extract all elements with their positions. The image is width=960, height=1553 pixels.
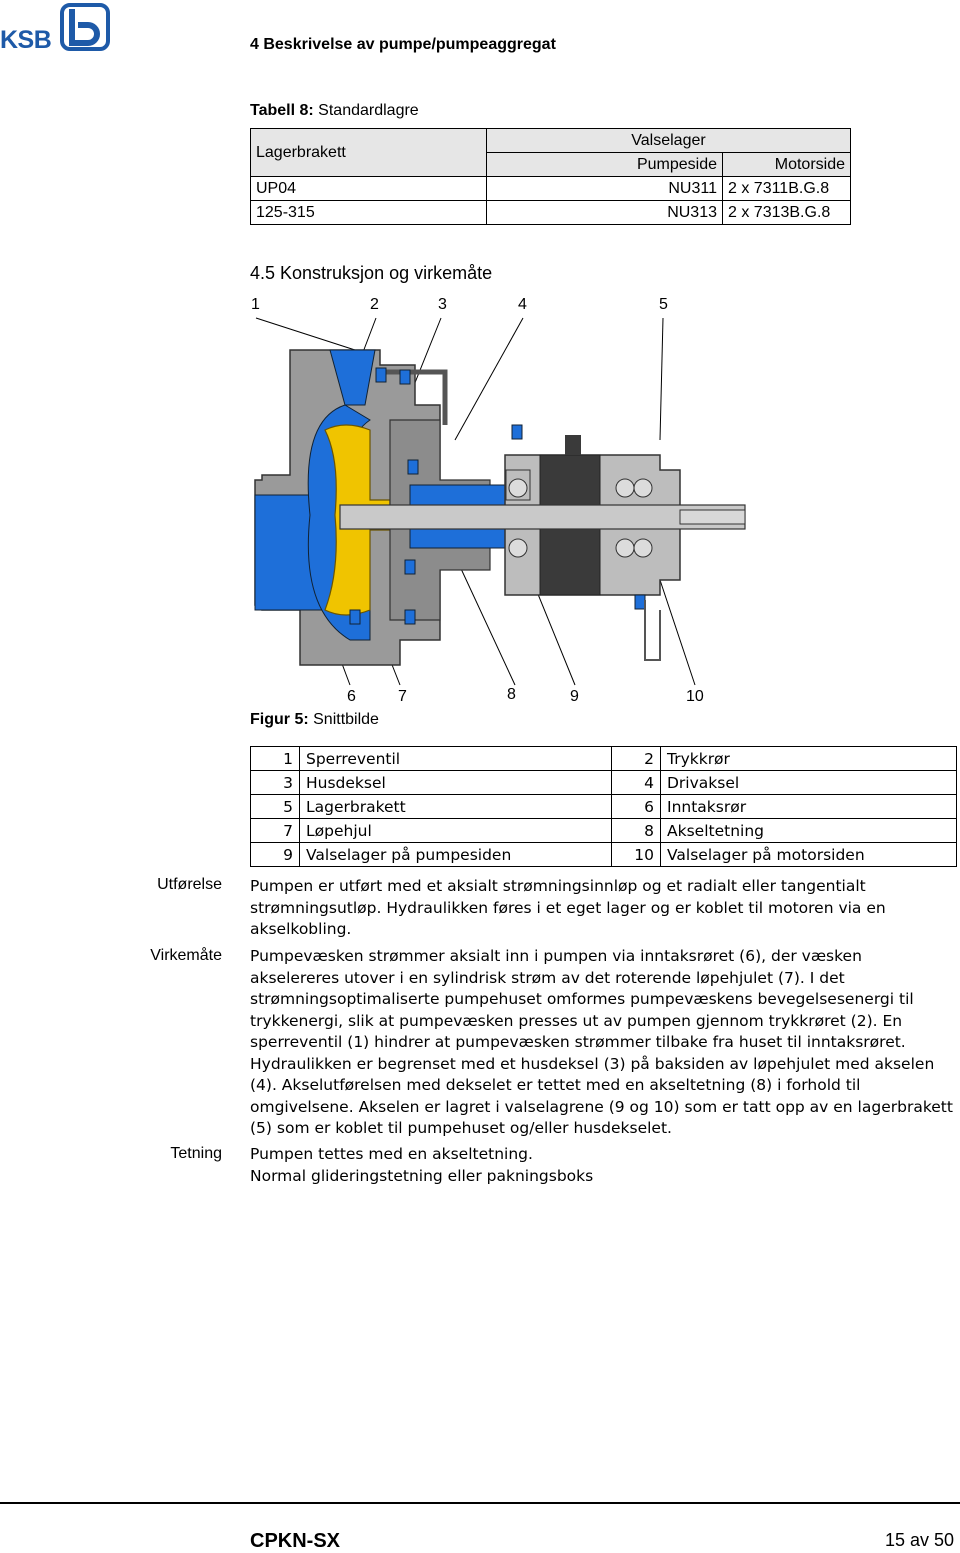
table-row: [251, 177, 851, 201]
callout-4: 4: [518, 296, 527, 313]
legend-label: Drivaksel: [661, 771, 957, 795]
legend-label: Sperreventil: [300, 747, 612, 771]
legend-number: 3: [251, 771, 300, 795]
callout-5: 5: [659, 296, 668, 313]
virkemate-text: Pumpevæsken strømmer aksialt inn i pumpen via inntaksrøret (6), der væsken akselereres utover i en sylindrisk strøm av det roterende løpehjulet (7). I det strømningsoptimaliserte pumpehuset omformes pumpevæskens bevegelsesenergi til trykkenergi, slik at pumpevæsken presses ut av pumpen gjennom trykkrøret (2). En sperreventil (1) hindrer at pumpevæsken strømmer tilbake fra huset til inntaksrøret. Hydraulikken er begrenset med et husdeksel (3) på baksiden av løpehjulet med akselen (4). Akselutførelsen med dekselet er tettet med en akseltetning (8) i forhold til omgivelsene. Akselen er lagret i valselagrene (9 og 10) som er tatt opp av en lagerbrakett (5) som er koblet til pumpehuset og/eller husdekselet.: [250, 947, 953, 1137]
tetning-text: [250, 1144, 955, 1187]
callout-1: 1: [251, 296, 260, 313]
legend-row: [251, 771, 957, 795]
bearing-table: [250, 128, 851, 225]
legend-row: [251, 795, 957, 819]
legend-number: 1: [251, 747, 300, 771]
header-bearings: Valselager: [487, 129, 851, 153]
tetning-label: Tetning: [170, 1145, 222, 1162]
table-cell: 125-315: [251, 201, 487, 225]
legend-label: Trykkrør: [661, 747, 957, 771]
legend-number: 8: [612, 819, 661, 843]
table-cell: UP04: [251, 177, 487, 201]
table-cell: NU313: [487, 201, 723, 225]
page-number: 15 av 50: [884, 1530, 954, 1550]
virkemate-label: Virkemåte: [150, 947, 222, 964]
figure-title: Snittbilde: [313, 711, 379, 728]
utforelse-label: Utførelse: [157, 876, 222, 893]
legend-label: Lagerbrakett: [300, 795, 612, 819]
tetning-line-2: Normal glideringstetning eller pakningsboks: [250, 1166, 594, 1185]
figure-caption: [250, 711, 379, 729]
callout-3: 3: [438, 296, 447, 313]
header-bracket: Lagerbrakett: [251, 129, 487, 177]
callout-9: 9: [570, 688, 579, 705]
legend-number: 4: [612, 771, 661, 795]
tetning-line-1: Pumpen tettes med en akseltetning.: [250, 1145, 533, 1163]
table-cell: 2 x 7311B.G.8: [723, 177, 851, 201]
pump-cross-section-drawing: [240, 310, 960, 700]
table-cell: 2 x 7313B.G.8: [723, 201, 851, 225]
product-name: CPKN-SX: [250, 1530, 341, 1552]
legend-label: Inntaksrør: [661, 795, 957, 819]
seal-chamber: [410, 485, 505, 505]
callout-2: 2: [370, 296, 379, 313]
legend-label: Akseltetning: [661, 819, 957, 843]
legend-number: 7: [251, 819, 300, 843]
legend-label: Valselager på motorsiden: [661, 843, 957, 867]
chapter-title: 4 Beskrivelse av pumpe/pumpeaggregat: [250, 36, 556, 53]
ksb-logo-icon: [60, 3, 112, 51]
legend-row: [251, 843, 957, 867]
table-row: [251, 201, 851, 225]
legend-label: Valselager på pumpesiden: [300, 843, 612, 867]
table-caption: [250, 102, 419, 120]
footer-divider: [0, 1502, 960, 1504]
callout-7: 7: [398, 688, 407, 705]
table-label: Tabell 8:: [250, 102, 314, 119]
legend-table: [250, 746, 957, 867]
callout-10: 10: [686, 688, 704, 705]
section-title: 4.5 Konstruksjon og virkemåte: [250, 263, 493, 283]
legend-number: 9: [251, 843, 300, 867]
header-motor-side: Motorside: [723, 153, 851, 177]
legend-number: 5: [251, 795, 300, 819]
table-cell: NU311: [487, 177, 723, 201]
table-title: Standardlagre: [318, 102, 419, 119]
legend-label: Løpehjul: [300, 819, 612, 843]
legend-label: Husdeksel: [300, 771, 612, 795]
legend-row: [251, 747, 957, 771]
legend-number: 2: [612, 747, 661, 771]
ksb-logo-text: KSB: [0, 26, 52, 54]
callout-8: 8: [507, 686, 516, 703]
legend-number: 6: [612, 795, 661, 819]
figure-label: Figur 5:: [250, 711, 309, 728]
legend-row: [251, 819, 957, 843]
utforelse-text: Pumpen er utført med et aksialt strømningsinnløp og et radialt eller tangentialt strømningsutløp. Hydraulikken føres i et eget lager og er koblet til motoren via en akselkobling.: [250, 877, 886, 938]
callout-6: 6: [347, 688, 356, 705]
legend-number: 10: [612, 843, 661, 867]
header-pump-side: Pumpeside: [487, 153, 723, 177]
